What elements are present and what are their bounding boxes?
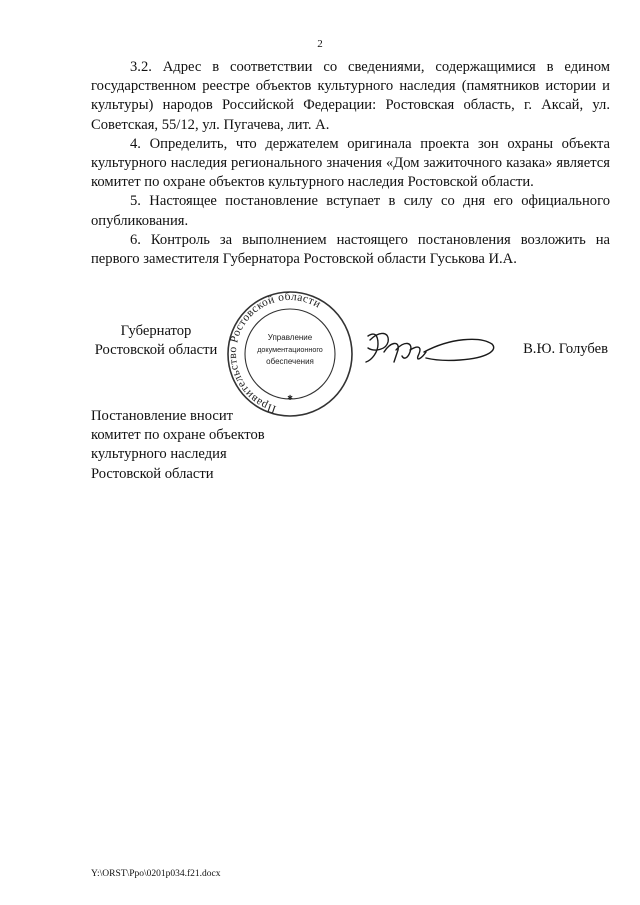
signatory-name: В.Ю. Голубев bbox=[523, 341, 608, 357]
note-line: Ростовской области bbox=[91, 465, 214, 482]
signatory-title-line-1: Губернатор bbox=[120, 323, 192, 339]
seal-outer-text: Правительство Ростовской области bbox=[226, 290, 323, 416]
note-line: культурного наследия bbox=[91, 446, 227, 463]
paragraph-6: 6. Контроль за выполнением настоящего постановления возложить на первого заместителя Губернатора Ростовской области Гуськова И.А. bbox=[91, 231, 610, 268]
document-body bbox=[91, 58, 610, 269]
file-path: Y:\ORST\Ppo\0201p034.f21.docx bbox=[91, 869, 221, 879]
official-seal bbox=[226, 290, 354, 418]
seal-inner-line-3: обеспечения bbox=[266, 357, 314, 366]
paragraph-4: 4. Определить, что держателем оригинала проекта зон охраны объекта культурного наследия регионального значения «Дом зажиточного казака» является комитет по охране объектов культурного наследия Ростовской области. bbox=[91, 135, 610, 191]
note-line: Постановление вносит bbox=[91, 408, 234, 424]
seal-inner-line-1: Управление bbox=[267, 333, 313, 342]
paragraph-3-2: 3.2. Адрес в соответствии со сведениями, содержащимися в едином государственном реестре объектов культурного наследия (памятников истории и культуры) народов Российской Федерации: Ростовская область, г. Аксай, ул. Советская, 55/12, ул. Пугачева, лит. А. bbox=[91, 59, 610, 133]
seal-inner-line-2: документационного bbox=[257, 345, 323, 354]
note-line: комитет по охране объектов bbox=[91, 427, 265, 444]
paragraph-5: 5. Настоящее постановление вступает в силу со дня его официального опубликования. bbox=[91, 193, 610, 229]
handwritten-signature bbox=[360, 322, 500, 370]
page-number: 2 bbox=[317, 38, 323, 50]
signatory-title bbox=[91, 322, 221, 360]
signatory-title-line-2: Ростовской области bbox=[94, 342, 218, 359]
svg-text:✱: ✱ bbox=[287, 395, 293, 402]
submission-note bbox=[91, 407, 351, 484]
